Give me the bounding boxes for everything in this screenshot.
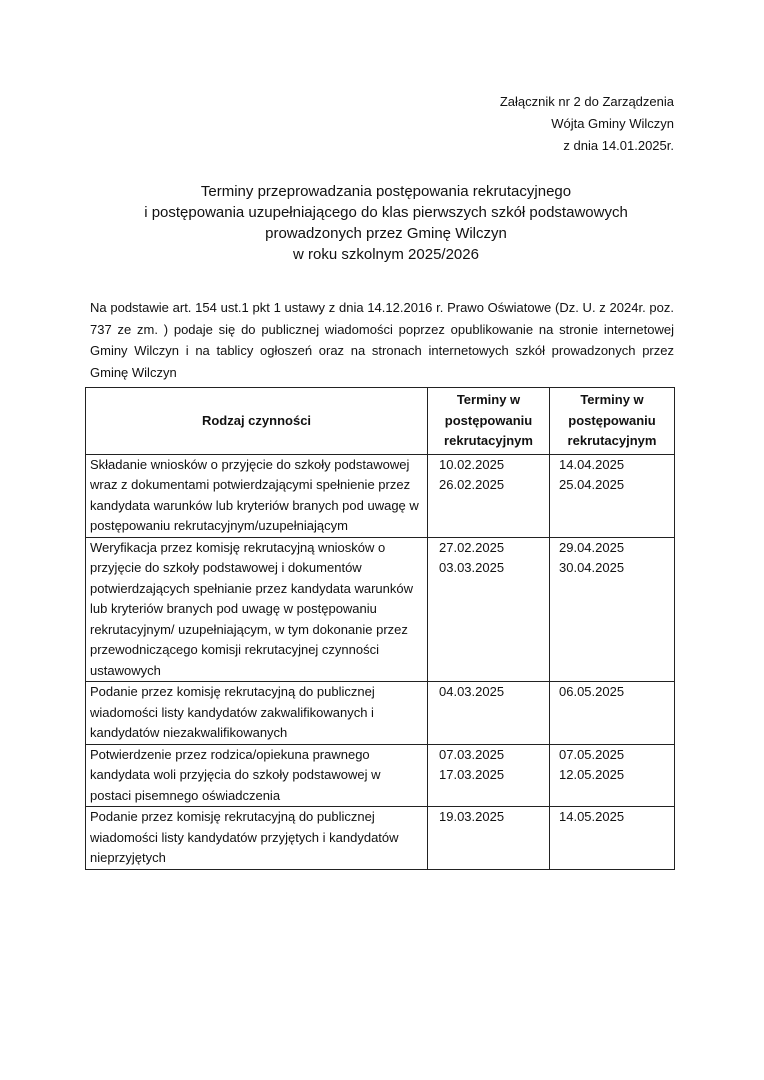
header-col1-line: Terminy w bbox=[456, 392, 521, 407]
date-value: 14.05.2025 bbox=[559, 809, 625, 824]
date-value: 14.04.2025 bbox=[559, 456, 625, 472]
date-value: 26.02.2025 bbox=[439, 477, 505, 492]
header-supplementary-dates bbox=[550, 388, 675, 455]
supplementary-date-cell bbox=[550, 682, 675, 745]
title-line-1: Terminy przeprowadzania postępowania rekrutacyjnego bbox=[200, 183, 572, 200]
date-value: 06.05.2025 bbox=[559, 684, 625, 699]
recruitment-date-cell bbox=[428, 537, 550, 682]
activity-cell: Weryfikacja przez komisję rekrutacyjną wniosków o przyjęcie do szkoły podstawowej i dokumentów potwierdzających spełnianie przez kandydata warunków lub kryteriów branych pod uwagę w postępowaniu rekrutacyjnym/ uzupełniającym, w tym dokonanie przez przewodniczącego komisji rekrutacyjnej czynności ustawowych bbox=[86, 537, 428, 682]
header-col1-line: postępowaniu bbox=[444, 412, 533, 428]
table-header-row bbox=[86, 388, 675, 455]
title-line-2: i postępowania uzupełniającego do klas pierwszych szkół podstawowych bbox=[144, 204, 628, 221]
date-value: 19.03.2025 bbox=[439, 809, 505, 824]
date-value: 12.05.2025 bbox=[559, 767, 625, 782]
annex-line-3: z dnia 14.01.2025r. bbox=[563, 138, 674, 153]
activity-cell: Składanie wniosków o przyjęcie do szkoły podstawowej wraz z dokumentami potwierdzającymi spełnienie przez kandydata warunków lub kryteriów branych pod uwagę w postępowaniu rekrutacyjnym/uzupełniającym bbox=[86, 454, 428, 537]
date-value: 04.03.2025 bbox=[439, 684, 505, 699]
intro-paragraph: Na podstawie art. 154 ust.1 pkt 1 ustawy z dnia 14.12.2016 r. Prawo Oświatowe (Dz. U. z 2024r. poz. 737 ze zm. ) podaje się do publicznej wiadomości poprzez opublikowanie na stronie internetowej Gminy Wilczyn i na tablicy ogłoszeń oraz na stronach internetowych szkół prowadzonych przez Gminę Wilczyn bbox=[90, 300, 674, 380]
date-value: 17.03.2025 bbox=[439, 767, 505, 782]
activity-cell: Podanie przez komisję rekrutacyjną do publicznej wiadomości listy kandydatów zakwalifikowanych i kandydatów niezakwalifikowanych bbox=[86, 682, 428, 745]
document-title bbox=[90, 181, 682, 265]
table-row bbox=[86, 682, 675, 745]
table-row bbox=[86, 744, 675, 807]
annex-line-2: Wójta Gminy Wilczyn bbox=[551, 116, 674, 131]
supplementary-date-cell bbox=[550, 807, 675, 870]
annex-note bbox=[500, 91, 674, 157]
date-value: 27.02.2025 bbox=[439, 539, 505, 555]
date-value: 07.03.2025 bbox=[439, 746, 505, 762]
date-value: 29.04.2025 bbox=[559, 539, 625, 555]
activity-cell: Podanie przez komisję rekrutacyjną do publicznej wiadomości listy kandydatów przyjętych i kandydatów nieprzyjętych bbox=[86, 807, 428, 870]
activity-cell: Potwierdzenie przez rodzica/opiekuna prawnego kandydata woli przyjęcia do szkoły podstawowej w postaci pisemnego oświadczenia bbox=[86, 744, 428, 807]
title-line-3: prowadzonych przez Gminę Wilczyn bbox=[265, 225, 507, 242]
header-col2-line: rekrutacyjnym bbox=[567, 433, 657, 448]
recruitment-date-cell bbox=[428, 744, 550, 807]
supplementary-date-cell bbox=[550, 537, 675, 682]
date-value: 30.04.2025 bbox=[559, 560, 625, 575]
recruitment-date-cell bbox=[428, 454, 550, 537]
date-value: 25.04.2025 bbox=[559, 477, 625, 492]
date-value: 10.02.2025 bbox=[439, 456, 505, 472]
date-value: 07.05.2025 bbox=[559, 746, 625, 762]
supplementary-date-cell bbox=[550, 454, 675, 537]
header-col2-line: Terminy w bbox=[580, 392, 644, 407]
date-value: 03.03.2025 bbox=[439, 560, 505, 575]
table-row bbox=[86, 454, 675, 537]
recruitment-date-cell bbox=[428, 682, 550, 745]
header-col1-line: rekrutacyjnym bbox=[444, 433, 533, 448]
schedule-table bbox=[85, 387, 675, 870]
header-activity: Rodzaj czynności bbox=[86, 388, 428, 455]
header-col2-line: postępowaniu bbox=[568, 412, 656, 428]
recruitment-date-cell bbox=[428, 807, 550, 870]
table-row bbox=[86, 537, 675, 682]
supplementary-date-cell bbox=[550, 744, 675, 807]
table-row bbox=[86, 807, 675, 870]
annex-line-1: Załącznik nr 2 do Zarządzenia bbox=[499, 94, 674, 109]
header-recruitment-dates bbox=[428, 388, 550, 455]
title-line-4: w roku szkolnym 2025/2026 bbox=[293, 246, 479, 263]
